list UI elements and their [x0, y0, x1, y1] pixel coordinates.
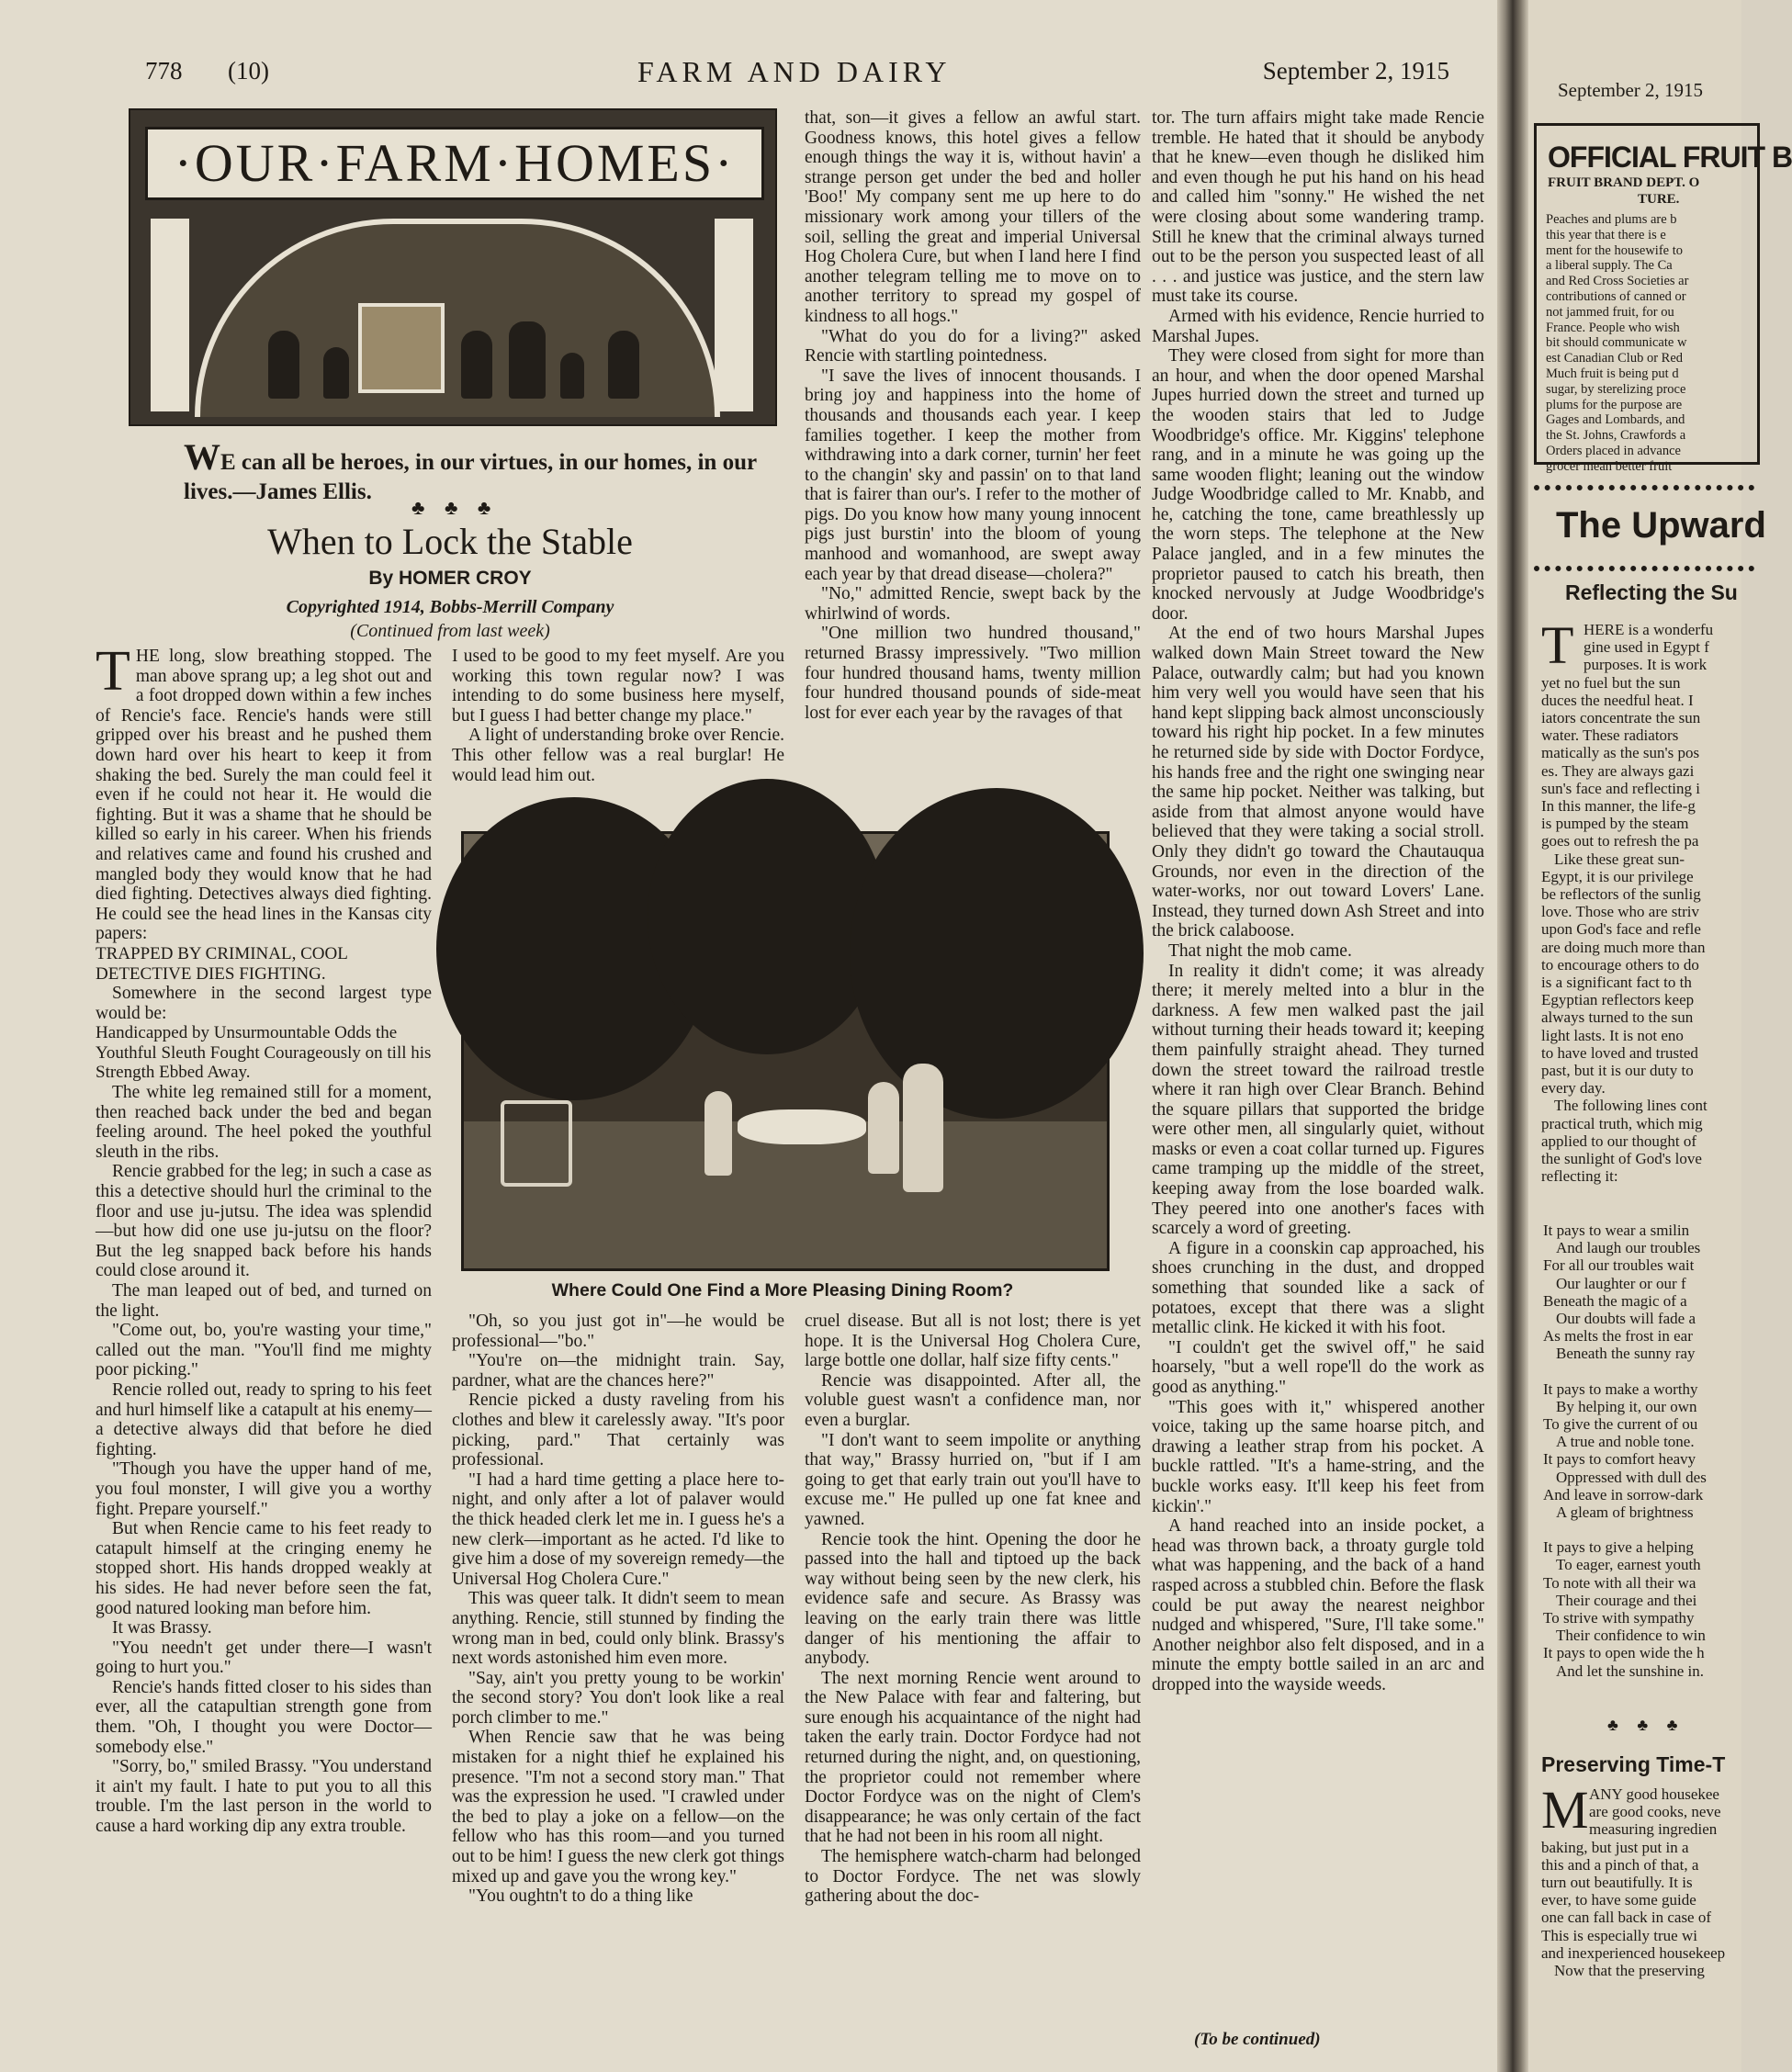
- story-paragraph: "Say, ain't you pretty young to be workin' the second story? You don't look like a real porch climber to me.": [452, 1668, 784, 1728]
- text-line: In this manner, the life-g: [1541, 797, 1696, 816]
- text-line: light lasts. It is not eno: [1541, 1026, 1684, 1044]
- poem-verses: [1543, 1222, 1764, 1680]
- poem-line: Our laughter or our f: [1556, 1274, 1686, 1292]
- story-paragraph: "You needn't get under there—I wasn't going to hurt you.": [96, 1638, 432, 1678]
- story-paragraph: Rencie's hands fitted closer to his sides than ever, all the catapultian strength gone from them. "Oh, I thought you were Doctor—somebody else.": [96, 1677, 432, 1757]
- text-line: This is especially true wi: [1541, 1926, 1697, 1944]
- poem-line: To note with all their wa: [1543, 1573, 1696, 1592]
- text-line: iators concentrate the sun: [1541, 709, 1701, 727]
- photo-tree: [648, 779, 886, 1054]
- story-paragraph: A hand reached into an inside pocket, a head was thrown back, a throaty gurgle told what was happening, and the back of a hand rasped across a stubbled chin. Before the flask could be put away the nearest neighbor nudged and whispered, "Sure, I'll take some." Another neighbor also felt disposed, and in a minute the empty bottle sailed in an arc and dropped into the wayside weeds.: [1152, 1516, 1484, 1695]
- text-line: reflecting it:: [1541, 1167, 1618, 1186]
- text-line: ment for the housewife to: [1546, 242, 1683, 258]
- text-line: contributions of canned or: [1546, 288, 1686, 304]
- story-column-1: [96, 640, 432, 2033]
- story-paragraph: "What do you do for a living?" asked Rencie with startling pointedness.: [805, 326, 1141, 366]
- reflecting-subheading: Reflecting the Su: [1565, 580, 1738, 604]
- story-paragraph: "Sorry, bo," smiled Brassy. "You understand it ain't my fault. I hate to put you to all this trouble. I'm the last person in the world to cause a hard working dip any extra trouble.: [96, 1757, 432, 1837]
- section-separator: ♣ ♣ ♣: [1607, 1716, 1685, 1734]
- story-paragraph: "I don't want to seem impolite or anything that way," Brassy hurried on, "but if I am going to get that early train out you'll have to excuse me." He pulled up one fat knee and yawned.: [805, 1430, 1141, 1529]
- text-line: Much fruit is being put d: [1546, 366, 1679, 381]
- poem-line: A gleam of brightness: [1556, 1503, 1694, 1522]
- story-paragraph: cruel disease. But all is not lost; there is yet hope. It is the Universal Hog Cholera Cure, large bottle one dollar, half size fifty cents.": [805, 1312, 1141, 1371]
- poem-line: It pays to open wide the h: [1543, 1644, 1705, 1662]
- story-paragraph: "One million two hundred thousand," returned Brassy impressively. "Two million four hundred thousand hams, twenty million four hundred thousand pounds of side-meat lost for ever each year by the ravages of that: [805, 624, 1141, 723]
- publication-title: FARM AND DAIRY: [637, 55, 952, 88]
- story-paragraph: A figure in a coonskin cap approached, his shoes crunching in the dust, and dropped something that sounded like a sack of potatoes, except that there was a slight metallic clink. He kicked it with his foot.: [1152, 1238, 1484, 1338]
- text-line: be reflectors of the sunlig: [1541, 885, 1701, 904]
- text-line: Like these great sun-: [1554, 850, 1685, 868]
- preserving-column: [1541, 1780, 1762, 1980]
- poem-line: To strive with sympathy: [1543, 1609, 1695, 1627]
- right-page-date: September 2, 1915: [1558, 79, 1704, 101]
- text-line: is a significant fact to th: [1541, 974, 1692, 992]
- story-column-3-top: [805, 108, 1141, 827]
- story-paragraph: "You're on—the midnight train. Say, pardner, what are the chances here?": [452, 1351, 784, 1391]
- poem-line: Oppressed with dull des: [1556, 1468, 1707, 1486]
- text-line: measuring ingredien: [1589, 1820, 1718, 1839]
- story-headline-quote: Handicapped by Unsurmountable Odds the Youthful Sleuth Fought Courageously on till his Strength Ebbed Away.: [96, 1023, 432, 1083]
- poem-line: By helping it, our own: [1556, 1397, 1697, 1415]
- poem-line: [1543, 1521, 1764, 1538]
- poem-line: Beneath the sunny ray: [1556, 1345, 1696, 1363]
- text-line: the St. Johns, Crawfords a: [1546, 428, 1686, 444]
- photo-person: [704, 1091, 732, 1176]
- text-line: Orders placed in advance: [1546, 443, 1681, 458]
- story-paragraph: This was queer talk. It didn't seem to mean anything. Rencie, still stunned by finding the wrong man in bed, could only blink. Brassy's next words astonished him even more.: [452, 1589, 784, 1669]
- story-paragraph: Armed with his evidence, Rencie hurried to Marshal Jupes.: [1152, 306, 1484, 346]
- fruit-box-subheading: TURE.: [1638, 192, 1680, 207]
- text-line: are good cooks, neve: [1589, 1803, 1721, 1821]
- story-paragraph: "You oughtn't to do a thing like: [468, 1886, 693, 1907]
- text-line: Egyptian reflectors keep: [1541, 991, 1695, 1009]
- story-paragraph: "Oh, so you just got in"—he would be professional—"bo.": [452, 1312, 784, 1351]
- upward-look-banner: [1534, 485, 1766, 571]
- text-line: France. People who wish: [1546, 320, 1680, 335]
- page-number: 778: [145, 57, 183, 84]
- text-line: and Red Cross Societies ar: [1546, 274, 1689, 289]
- poem-line: For all our troubles wait: [1543, 1256, 1695, 1275]
- story-copyright: Copyrighted 1914, Bobbs-Merrill Company: [286, 597, 614, 617]
- text-line: to encourage others to do: [1541, 955, 1699, 974]
- to-be-continued-note: (To be continued): [1194, 2030, 1321, 2049]
- text-line: Gages and Lombards, and: [1546, 412, 1685, 428]
- fruit-box-subheading: FRUIT BRAND DEPT. O: [1548, 175, 1700, 190]
- story-paragraph: The white leg remained still for a moment, then reached back under the bed and began feeling around. The heel poked the youthful sleuth in the ribs.: [96, 1083, 432, 1162]
- text-line: Peaches and plums are b: [1546, 212, 1677, 227]
- page-header: [145, 57, 1449, 94]
- story-paragraph: "Come out, bo, you're wasting your time," called out the man. "You'll find me mighty poor picking.": [96, 1321, 432, 1380]
- family-figure-illustration: [461, 331, 492, 399]
- text-line: practical truth, which mig: [1541, 1114, 1703, 1132]
- text-line: grocer mean better fruit: [1546, 458, 1673, 474]
- text-line: a liberal supply. The Ca: [1546, 258, 1673, 274]
- poem-line: It pays to comfort heavy: [1543, 1450, 1696, 1469]
- text-line: one can fall back in case of: [1541, 1909, 1712, 1927]
- story-paragraph: Somewhere in the second largest type would be:: [96, 984, 432, 1023]
- story-paragraph: The man leaped out of bed, and turned on the light.: [96, 1281, 432, 1321]
- story-paragraph: "No," admitted Rencie, swept back by the whirlwind of words.: [805, 584, 1141, 624]
- banner-pillar-left: [151, 219, 189, 411]
- story-paragraph: The next morning Rencie went around to the New Palace with fear and faltering, but sure enough his acquaintance of the night had taken the early train. Doctor Fordyce had not returned during the night, and, on questioning, the proprietor could not remember where Doctor Fordyce was on the night of Clem's disappearance; he was only certain of the fact that he had not been in his room all night.: [805, 1668, 1141, 1847]
- text-line: applied to our thought of: [1541, 1132, 1697, 1150]
- right-page: [1528, 0, 1792, 2072]
- fireplace-illustration: [358, 303, 445, 393]
- story-drop-cap: T: [96, 640, 130, 703]
- poem-line: Beneath the magic of a: [1543, 1291, 1687, 1310]
- text-line: Egypt, it is our privilege: [1541, 867, 1694, 885]
- text-line: matically as the sun's pos: [1541, 744, 1700, 762]
- story-title: When to Lock the Stable: [267, 521, 633, 562]
- motto-initial: W: [184, 436, 220, 478]
- family-figure-illustration: [268, 331, 299, 399]
- text-line: to have loved and trusted: [1541, 1043, 1698, 1062]
- story-paragraph: "I had a hard time getting a place here to-night, and only after a lot of palaver would the thick headed clerk let me in. I guess he's a new clerk—important as he acted. I'd like to give him a dose of my sovereign remedy—the Universal Hog Cholera Cure.": [452, 1470, 784, 1589]
- poem-line: To give the current of ou: [1543, 1415, 1698, 1434]
- story-paragraph: In reality it didn't come; it was already there; it merely melted into a blur in the darkness. A few men walked past the jail without turning their heads toward it; keeping them painfully straight ahead. They turned down the street toward the railroad trestle where it ran high over Clear Branch. Behind the square pillars that supported the bridge were other men, all singularly quiet, without masks or even a coat collar turned up. Figures came tramping up the middle of the street, keeping away from the lose boarded walk. They peered into one another's faces with scarcely a word of greeting.: [1152, 961, 1484, 1239]
- family-figure-illustration: [608, 331, 639, 399]
- text-line: duces the needful heat. I: [1541, 691, 1694, 709]
- section-separator: ♣ ♣ ♣: [411, 496, 499, 519]
- family-figure-illustration: [560, 353, 584, 399]
- text-line: every day.: [1541, 1079, 1606, 1098]
- text-line: goes out to refresh the pa: [1541, 832, 1699, 850]
- our-farm-homes-banner: [129, 108, 777, 426]
- section-number: (10): [228, 57, 269, 84]
- text-line: yet no fuel but the sun: [1541, 673, 1681, 692]
- story-paragraph: Rencie was disappointed. After all, the voluble guest wasn't a confidence man, nor even a burglar.: [805, 1370, 1141, 1430]
- text-line: past, but it is our duty to: [1541, 1062, 1694, 1080]
- story-paragraph: tor. The turn affairs might take made Rencie tremble. He hated that it should be anybody that he knew—even though he disliked him and even though he put his hand on his head and called him "sonny." He wished the net were closing about some wandering tramp. Still he knew that the criminal always turned out to be the person you suspected least of all . . . and justice was justice, and the stern law must take its course.: [1152, 108, 1484, 307]
- text-line: ANY good housekee: [1589, 1785, 1719, 1803]
- story-column-3-bottom: [805, 1312, 1141, 2037]
- banner-pillar-right: [715, 219, 753, 411]
- poem-line: It pays to wear a smilin: [1543, 1222, 1690, 1239]
- text-line: turn out beautifully. It is: [1541, 1874, 1693, 1892]
- story-paragraph: I used to be good to my feet myself. Are you working this town regular now? I was intending to do some business here myself, but I guess I had better change my place.": [452, 647, 784, 726]
- poem-line: To eager, earnest youth: [1556, 1556, 1701, 1574]
- issue-date: September 2, 1915: [1262, 57, 1449, 84]
- text-line: The following lines cont: [1554, 1097, 1707, 1115]
- fruit-box-text: [1546, 212, 1766, 475]
- story-paragraph: that, son—it gives a fellow an awful start. Goodness knows, this hotel gives a fellow enough things the way it is, without havin' a strange person get under the bed and holler 'Boo!' My company sent me up here to do missionary work among your tillers of the soil, selling the great and imperial Universal Hog Cholera Cure, but when I land here I find another telegram telling me to move on to another territory to spread my gospel of kindness to all hogs.": [805, 108, 1141, 326]
- text-line: love. Those who are striv: [1541, 903, 1700, 921]
- preserving-subheading: Preserving Time-T: [1541, 1752, 1726, 1776]
- photo-table: [738, 1109, 866, 1144]
- text-line: baking, but just put in a: [1541, 1838, 1689, 1856]
- story-paragraph: "Though you have the upper hand of me, you foul monster, I will give you a worthy fight. Prepare yourself.": [96, 1459, 432, 1519]
- text-line: gine used in Egypt f: [1583, 638, 1709, 657]
- poem-line: And laugh our troubles: [1556, 1239, 1701, 1257]
- poem-line: Their confidence to win: [1556, 1627, 1706, 1645]
- poem-line: [1543, 1363, 1764, 1380]
- text-line: this year that there is e: [1546, 227, 1666, 242]
- poem-line: And let the sunshine in.: [1556, 1661, 1705, 1680]
- fruit-box-heading: OFFICIAL FRUIT B: [1548, 141, 1792, 174]
- text-line: upon God's face and refle: [1541, 920, 1701, 939]
- page-gutter: [1497, 0, 1528, 2072]
- poem-line: It pays to make a worthy: [1543, 1379, 1698, 1398]
- text-line: always turned to the sun: [1541, 1008, 1694, 1027]
- text-line: the sunlight of God's love: [1541, 1150, 1702, 1168]
- story-paragraph: HE long, slow breathing stopped. The man above sprang up; a leg shot out and a foot dropped down within a few inches of Rencie's face. Rencie's hands were still gripped over his breast and he pushed them down hard over his heart to keep it from shaking the bed. Surely the man could feel it even if he could not hear it. He would die fighting. But it was a shame that he should be killed so early in his career. When his friends and relatives came and found his crushed and mangled body they would know that he had died fighting. Detectives always died fighting. He could see the head lines in the Kansas city papers:: [96, 647, 432, 944]
- text-line: bit should communicate w: [1546, 335, 1687, 351]
- photo-person: [903, 1064, 943, 1192]
- text-line: HERE is a wonderfu: [1583, 621, 1714, 638]
- family-figure-illustration: [323, 347, 349, 399]
- story-paragraph: "I save the lives of innocent thousands. I bring joy and happiness into the home of thousands and thousands each year. I keep families together. I keep the mother from withdrawing into a dark corner, turnin' her feet to the changin' sky and passin' on to that land that is fairer than our's. I refer to the mother of pigs. Do you know how many young innocent pigs just burstin' into the bloom of young manhood and womanhood, are swept away each year by that dread disease—cholera?": [805, 366, 1141, 584]
- text-line: est Canadian Club or Red: [1546, 351, 1684, 366]
- text-line: Now that the preserving: [1554, 1962, 1705, 1980]
- story-byline: By HOMER CROY: [368, 568, 532, 589]
- text-line: ever, to have some guide: [1541, 1891, 1696, 1909]
- story-paragraph: But when Rencie came to his feet ready to catapult himself at the cringing enemy he stopped short. His hands dropped weakly at his sides. He had never before seen the fat, good natured looking man before him.: [96, 1519, 432, 1618]
- poem-line: Our doubts will fade a: [1556, 1310, 1696, 1328]
- story-paragraph: "This goes with it," whispered another voice, taking up the same hoarse pitch, and drawing a leather strap from his pocket. A buckle rattled. "It's a hame-string, and the buckle works easy. It'll keep his feet from kickin'.": [1152, 1397, 1484, 1516]
- text-line: sugar, by sterelizing proce: [1546, 381, 1686, 397]
- story-paragraph: That night the mob came.: [1168, 940, 1352, 961]
- garden-dining-photo: [461, 831, 1110, 1271]
- text-line: and inexperienced housekeep: [1541, 1943, 1726, 1962]
- story-paragraph: A light of understanding broke over Rencie. This other fellow was a real burglar! He would lead him out.: [452, 726, 784, 785]
- story-paragraph: It was Brassy.: [112, 1618, 212, 1638]
- text-line: es. They are always gazi: [1541, 761, 1695, 780]
- poem-line: And leave in sorrow-dark: [1543, 1485, 1704, 1503]
- story-paragraph: "I couldn't get the swivel off," he said hoarsely, "but a well rope'll do the work as good as anything.": [1152, 1337, 1484, 1397]
- photo-wicker-chair: [501, 1100, 572, 1187]
- official-fruit-box: [1534, 123, 1792, 474]
- text-line: is pumped by the steam: [1541, 815, 1689, 833]
- poem-line: Their courage and thei: [1556, 1591, 1697, 1609]
- story-paragraph: At the end of two hours Marshal Jupes walked down Main Street toward the New Palace, outwardly calm; but had you known him very well you would have seen that his hand kept slipping back almost unconsciously toward his right hip pocket. In a few minutes he returned side by side with Doctor Fordyce, his hands free and the right one swinging near the same hip pocket. Neither was talking, but aside from that almost anyone would have believed that they were taking a social stroll. Only they didn't go toward the Chautauqua Grounds, nor even in the direction of the water-works, nor out toward Lovers' Lane. Instead, they turned down Ash Street and into the brick calaboose.: [1152, 624, 1484, 941]
- story-paragraph: Rencie picked a dusty raveling from his clothes and blew it carelessly away. "It's poor picking, pard." That certainly was professional.: [452, 1391, 784, 1470]
- poem-line: As melts the frost in ear: [1543, 1327, 1693, 1346]
- photo-tree: [850, 788, 1144, 1119]
- text-line: not jammed fruit, for ou: [1546, 304, 1674, 320]
- text-line: water. These radiators: [1541, 726, 1679, 745]
- story-continued-note: (Continued from last week): [350, 621, 550, 641]
- text-line: plums for the purpose are: [1546, 397, 1683, 412]
- story-column-4: [1152, 108, 1484, 2026]
- motto-text: E can all be heroes, in our virtues, in our homes, in our lives.—James Ellis.: [184, 450, 757, 504]
- story-paragraph: Rencie rolled out, ready to spring to his feet and hurl himself like a catapult at his enemy—a detective always did that before he died fighting.: [96, 1379, 432, 1459]
- text-line: this and a pinch of that, a: [1541, 1855, 1699, 1874]
- poem-line: A true and noble tone.: [1556, 1433, 1695, 1451]
- text-line: purposes. It is work: [1583, 656, 1707, 674]
- upward-banner-title: The Upward: [1556, 505, 1766, 546]
- story-paragraph: Rencie took the hint. Opening the door he passed into the hall and tiptoed up the back way without being seen by the new clerk, his evidence safe and secure. As Brassy was leaving on the early train there was little danger of his mentioning the affair to anybody.: [805, 1529, 1141, 1669]
- banner-title: ·OUR·FARM·HOMES·: [145, 127, 764, 200]
- story-column-2-bottom: [452, 1312, 784, 2037]
- photo-caption: Where Could One Find a More Pleasing Dining Room?: [551, 1280, 1014, 1301]
- story-paragraph: When Rencie saw that he was being mistaken for a night thief he explained his presence. "I'm not a second story man." That was the expression he used. "I crawled under the bed to play a joke on a fellow—on the fellow who has this room—and you turned out to be him! I guess the new clerk got things mixed up and gave you the wrong key.": [452, 1728, 784, 1886]
- story-paragraph: Rencie grabbed for the leg; in such a case as this a detective should hurl the criminal to the floor and use ju-jutsu. The idea was splendid—but how did one use ju-jutsu on the floor? But the leg snapped back before his hands could close around it.: [96, 1162, 432, 1281]
- photo-person: [868, 1082, 899, 1174]
- reflecting-column: [1541, 615, 1762, 1186]
- right-drop-cap: T: [1541, 615, 1574, 675]
- story-paragraph: The hemisphere watch-charm had belonged to Doctor Fordyce. The net was slowly gathering about the doc-: [805, 1847, 1141, 1907]
- story-headline-quote: TRAPPED BY CRIMINAL, COOL DETECTIVE DIES FIGHTING.: [96, 943, 348, 984]
- poem-line: It pays to give a helping: [1543, 1538, 1694, 1557]
- text-line: are doing much more than: [1541, 938, 1706, 956]
- story-paragraph: They were closed from sight for more than an hour, and when the door opened Marshal Jupes hurried down the street and turned up the wooden stairs that led to Judge Woodbridge's office. Mr. Kiggins' telephone rang, and in a minute he was going up the same wooden flight; leaning out the window Judge Woodbridge called to Mr. Knabb, and he, catching the tone, came breathlessly up the worn steps. The telephone at the New Palace jangled, and in a few minutes the proprietor paused to catch his breath, then knocked nervously at Judge Woodbridge's door.: [1152, 346, 1484, 624]
- right-drop-cap-m: M: [1541, 1780, 1589, 1840]
- text-line: sun's face and reflecting i: [1541, 779, 1700, 797]
- family-figure-illustration: [509, 321, 546, 399]
